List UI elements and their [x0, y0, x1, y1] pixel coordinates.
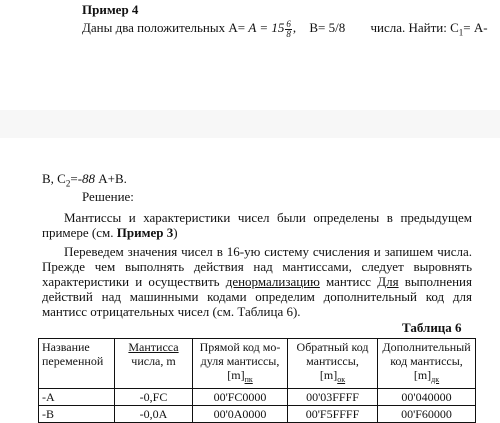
- table-6: [38, 338, 476, 423]
- header-complement-line1: Дополнительный: [382, 340, 471, 354]
- table-row: [39, 389, 476, 406]
- paragraph-mantissas: [42, 210, 472, 240]
- paragraph2-part3: выполнения действий над машинными кодами определим дополнительный код для мантисс отрицательных чисел (см. Таблица 6).: [42, 274, 472, 319]
- b-value: В= 5/8: [309, 20, 346, 35]
- continuation-eq: =: [70, 171, 78, 186]
- a-fraction-denominator: 8: [286, 28, 291, 39]
- header-direct-line2: дуля мантиссы,: [200, 354, 280, 368]
- page-break-gap: [0, 110, 500, 138]
- cell-mantissa: -0,0A: [115, 406, 193, 423]
- cell-complement-code: 00'040000: [378, 389, 476, 406]
- header-direct-line1: Прямой код мо-: [199, 340, 281, 354]
- statement-text-pre: Даны два положительных А=: [82, 20, 246, 35]
- table-row: [39, 406, 476, 423]
- header-cell-inverse-code: [288, 339, 378, 389]
- header-cell-complement-code: [378, 339, 476, 389]
- cell-complement-code: 00'F60000: [378, 406, 476, 423]
- cell-direct-code: 00'0A0000: [193, 406, 288, 423]
- header-inverse-subscript: ок: [337, 375, 346, 384]
- header-mantissa-line1: Мантисса: [128, 340, 179, 354]
- paragraph2-part2: мантисс: [319, 274, 378, 289]
- header-direct-line3: [m]: [227, 368, 245, 382]
- header-inverse-line1: Обратный код: [296, 340, 369, 354]
- paragraph2-underlined-word: Для: [377, 274, 399, 289]
- cell-direct-code: 00'FC0000: [193, 389, 288, 406]
- header-variable-line2: переменной: [42, 354, 104, 368]
- table-caption: Таблица 6: [402, 320, 462, 335]
- a-expression: A = 15: [248, 20, 285, 35]
- continuation-pre: В, С: [42, 171, 66, 186]
- header-direct-subscript: пк: [244, 375, 253, 384]
- solution-label: Решение:: [82, 189, 134, 204]
- example-statement: [82, 17, 488, 44]
- cell-variable: -B: [39, 406, 115, 423]
- paragraph2-part1: Переведем значения чисел в 16-ую систему счисления и запишем числа. Прежде чем выполнять действия над мантиссами, следует выровнять характеристики и осуществить: [42, 244, 472, 289]
- paragraph1-text: Мантиссы и характеристики чисел были определены в предыдущем примере (см.: [42, 210, 472, 240]
- header-cell-direct-code: [193, 339, 288, 389]
- header-mantissa-line2: числа, m: [131, 354, 176, 368]
- statement-text-post: числа. Найти: С: [370, 20, 459, 35]
- paragraph1-bold-ref: Пример 3: [116, 225, 174, 240]
- table-header-row: [39, 339, 476, 389]
- continuation-post: А+В.: [95, 171, 127, 186]
- c1-tail: = А-: [463, 20, 488, 35]
- cell-inverse-code: 00'F5FFFF: [288, 406, 378, 423]
- statement-comma: ,: [292, 20, 297, 35]
- a-fraction: [285, 20, 292, 39]
- header-complement-subscript: дк: [431, 375, 440, 384]
- continuation-italic-value: -88: [77, 171, 96, 186]
- paragraph2-underlined-term: денормализацию: [225, 274, 320, 289]
- header-inverse-line2: мантиссы,: [306, 354, 359, 368]
- cell-variable: -A: [39, 389, 115, 406]
- header-variable-line1: Название: [42, 340, 90, 354]
- cell-mantissa: -0,FC: [115, 389, 193, 406]
- c2-subscript: 2: [65, 178, 71, 189]
- c1-subscript: 1: [458, 27, 464, 38]
- header-complement-line2: код мантиссы,: [390, 354, 463, 368]
- header-complement-line3: [m]: [413, 368, 432, 382]
- paragraph-conversion: [42, 244, 472, 319]
- header-cell-mantissa: [115, 339, 193, 389]
- paragraph1-close: ): [173, 225, 178, 240]
- header-cell-variable: [39, 339, 115, 389]
- a-fraction-numerator: 6: [286, 18, 291, 29]
- header-inverse-line3: [m]: [319, 368, 338, 382]
- cell-inverse-code: 00'03FFFF: [288, 389, 378, 406]
- example-title: Пример 4: [82, 2, 139, 17]
